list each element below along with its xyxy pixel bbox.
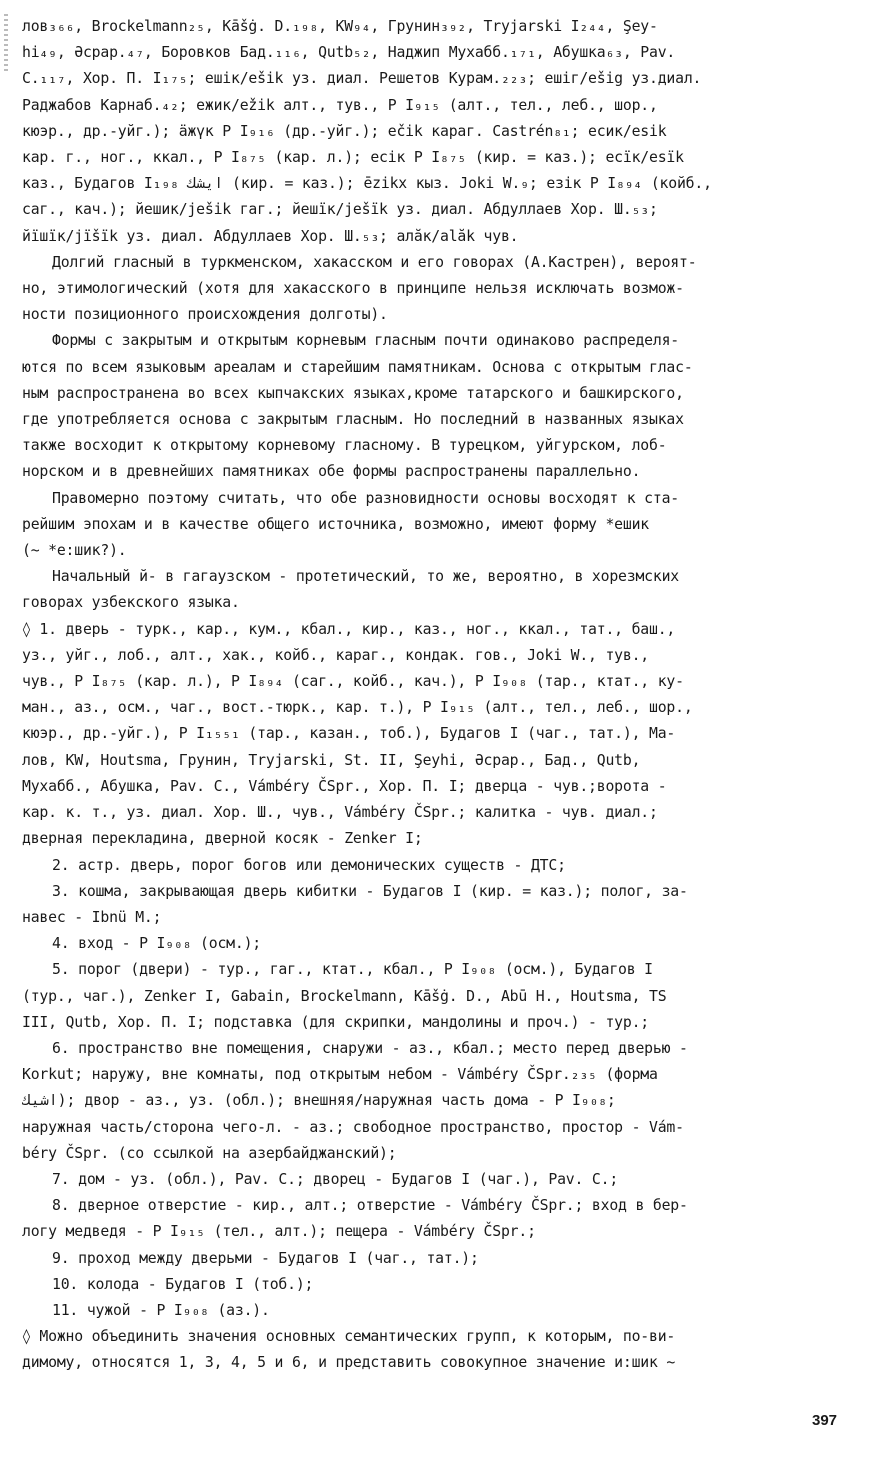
text-line: каз., Будагов I₁₉₈ ايشك (кир. = каз.); ēzikx кыз. Joki W.₉; езік Р I₈₉₄ (койб., bbox=[22, 175, 712, 193]
text-line: ности позиционного происхождения долготы). bbox=[22, 306, 388, 324]
text-line: 3. кошма, закрывающая дверь кибитки - Будагов I (кир. = каз.); полог, за- bbox=[52, 882, 688, 900]
text-line: Долгий гласный в туркменском, хакасском и его говорах (А.Кастрен), вероят- bbox=[52, 253, 697, 271]
text-line: Начальный й- в гагаузском - протетический, то же, вероятно, в хорезмских bbox=[52, 568, 680, 586]
text-line: наружная часть/сторона чего-л. - аз.; свободное пространство, простор - Vám- bbox=[22, 1118, 684, 1136]
text-line: 11. чужой - Р I₉₀₈ (аз.). bbox=[52, 1301, 270, 1319]
text-line: III, Qutb, Хор. П. I; подставка (для скрипки, мандолины и проч.) - тур.; bbox=[22, 1013, 650, 1031]
text-line: йїшїк/jïšïk уз. диал. Абдуллаев Хор. Ш.₅₃; алӑк/alăk чув. bbox=[22, 227, 519, 245]
text-line: дверная перекладина, дверной косяк - Zenker I; bbox=[22, 830, 423, 848]
text-line: ◊ Можно объединить значения основных семантических групп, к которым, по-ви- bbox=[22, 1328, 676, 1346]
text-line: но, этимологический (хотя для хакасского в принципе нельзя исключать возмож- bbox=[22, 280, 684, 298]
text-line: (тур., чаг.), Zenker I, Gabain, Brockelmann, Kāšġ. D., Abū H., Houtsma, TS bbox=[22, 987, 667, 1005]
text-line: ◊ 1. дверь - турк., кар., кум., кбал., кир., каз., ног., ккал., тат., баш., bbox=[22, 620, 676, 638]
text-line: логу медведя - Р I₉₁₅ (тел., алт.); пещера - Vámbéry ČSpr.; bbox=[22, 1223, 536, 1241]
text-line: навес - Ibnü M.; bbox=[22, 908, 162, 926]
text-line: саг., кач.); йешик/ješik гаг.; йешїк/ješïk уз. диал. Абдуллаев Хор. Ш.₅₃; bbox=[22, 201, 658, 219]
text-line: рейшим эпохам и в качестве общего источника, возможно, имеют форму *ешик bbox=[22, 515, 650, 533]
text-line: Мухабб., Абушка, Pav. C., Vámbéry ČSpr., Хор. П. I; дверца - чув.;ворота - bbox=[22, 777, 667, 795]
text-line: ются по всем языковым ареалам и старейшим памятникам. Основа с открытым глас- bbox=[22, 358, 693, 376]
page-number: 397 bbox=[812, 1412, 838, 1429]
dictionary-page-text bbox=[22, 14, 852, 1377]
text-line: где употребляется основа с закрытым гласным. Но последний в названных языках bbox=[22, 411, 684, 429]
text-line: кар. г., ног., ккал., Р I₈₇₅ (кар. л.); есік Р I₈₇₅ (кир. = каз.); есїк/esïk bbox=[22, 149, 684, 167]
text-line: кар. к. т., уз. диал. Хор. Ш., чув., Vámbéry ČSpr.; калитка - чув. диал.; bbox=[22, 804, 658, 822]
text-line: C.₁₁₇, Хор. П. I₁₇₅; ешік/ešik уз. диал. Решетов Курам.₂₂₃; ешіг/ešig уз.диал. bbox=[22, 70, 702, 88]
text-line: 5. порог (двери) - тур., гаг., ктат., кбал., Р I₉₀₈ (осм.), Будагов I bbox=[52, 961, 653, 979]
text-line: уз., уйг., лоб., алт., хак., койб., караг., кондак. гов., Joki W., тув., bbox=[22, 646, 650, 664]
text-line: димому, относятся 1, 3, 4, 5 и 6, и представить совокупное значение и:шик ~ bbox=[22, 1354, 676, 1372]
text-line: Korkut; наружу, вне комнаты, под открытым небом - Vámbéry ČSpr.₂₃₅ (форма bbox=[22, 1066, 658, 1084]
text-line: hi₄₉, Әсрар.₄₇, Боровков Бад.₁₁₆, Qutb₅₂, Наджип Мухабб.₁₇₁, Абушка₆₃, Pav. bbox=[22, 44, 676, 62]
text-line: 9. проход между дверьми - Будагов I (чаг., тат.); bbox=[52, 1249, 479, 1267]
text-line: 6. пространство вне помещения, снаружи - аз., кбал.; место перед дверью - bbox=[52, 1039, 688, 1057]
text-line: (~ *е:шик?). bbox=[22, 542, 127, 560]
text-line: 10. колода - Будагов I (тоб.); bbox=[52, 1275, 314, 1293]
text-line: говорах узбекского языка. bbox=[22, 594, 240, 612]
text-line: اشيك); двор - аз., уз. (обл.); внешняя/наружная часть дома - Р I₉₀₈; bbox=[22, 1092, 616, 1110]
text-line: Формы с закрытым и открытым корневым гласным почти одинаково распределя- bbox=[52, 332, 680, 350]
text-line: béry ČSpr. (со ссылкой на азербайджанский); bbox=[22, 1144, 397, 1162]
text-line: кюэр., др.-уйг.), Р I₁₅₅₁ (тар., казан., тоб.), Будагов I (чаг., тат.), Ма- bbox=[22, 725, 676, 743]
text-line: ман., аз., осм., чаг., вост.-тюрк., кар. т.), Р I₉₁₅ (алт., тел., леб., шор., bbox=[22, 699, 693, 717]
text-line: 2. астр. дверь, порог богов или демонических существ - ДТС; bbox=[52, 856, 566, 874]
text-line: 8. дверное отверстие - кир., алт.; отверстие - Vámbéry ČSpr.; вход в бер- bbox=[52, 1197, 688, 1215]
text-line: лов, KW, Houtsma, Грунин, Tryjarski, St. II, Şeyhi, Әсрар., Бад., Qutb, bbox=[22, 751, 641, 769]
text-line: ным распространена во всех кыпчакских языках,кроме татарского и башкирского, bbox=[22, 384, 684, 402]
text-line: также восходит к открытому корневому гласному. В турецком, уйгурском, лоб- bbox=[22, 437, 667, 455]
text-line: лов₃₆₆, Brockelmann₂₅, Kāšġ. D.₁₉₈, KW₉₄, Грунин₃₉₂, Tryjarski I₂₄₄, Şey- bbox=[22, 18, 658, 35]
text-line: кюэр., др.-уйг.); ӓжүк Р I₉₁₆ (др.-уйг.); ečik караг. Castrén₈₁; есик/esik bbox=[22, 122, 667, 140]
text-line: норском и в древнейших памятниках обе формы распространены параллельно. bbox=[22, 463, 641, 481]
text-line: чув., Р I₈₇₅ (кар. л.), Р I₈₉₄ (саг., койб., кач.), Р I₉₀₈ (тар., ктат., ку- bbox=[22, 673, 684, 691]
text-line: 7. дом - уз. (обл.), Pav. C.; дворец - Будагов I (чаг.), Pav. C.; bbox=[52, 1170, 619, 1188]
scan-margin-marks bbox=[4, 14, 8, 74]
text-line: Правомерно поэтому считать, что обе разновидности основы восходят к ста- bbox=[52, 489, 680, 507]
text-line: Раджабов Карнаб.₄₂; ежик/ežik алт., тув., Р I₉₁₅ (алт., тел., леб., шор., bbox=[22, 96, 658, 114]
text-line: 4. вход - Р I₉₀₈ (осм.); bbox=[52, 935, 262, 953]
